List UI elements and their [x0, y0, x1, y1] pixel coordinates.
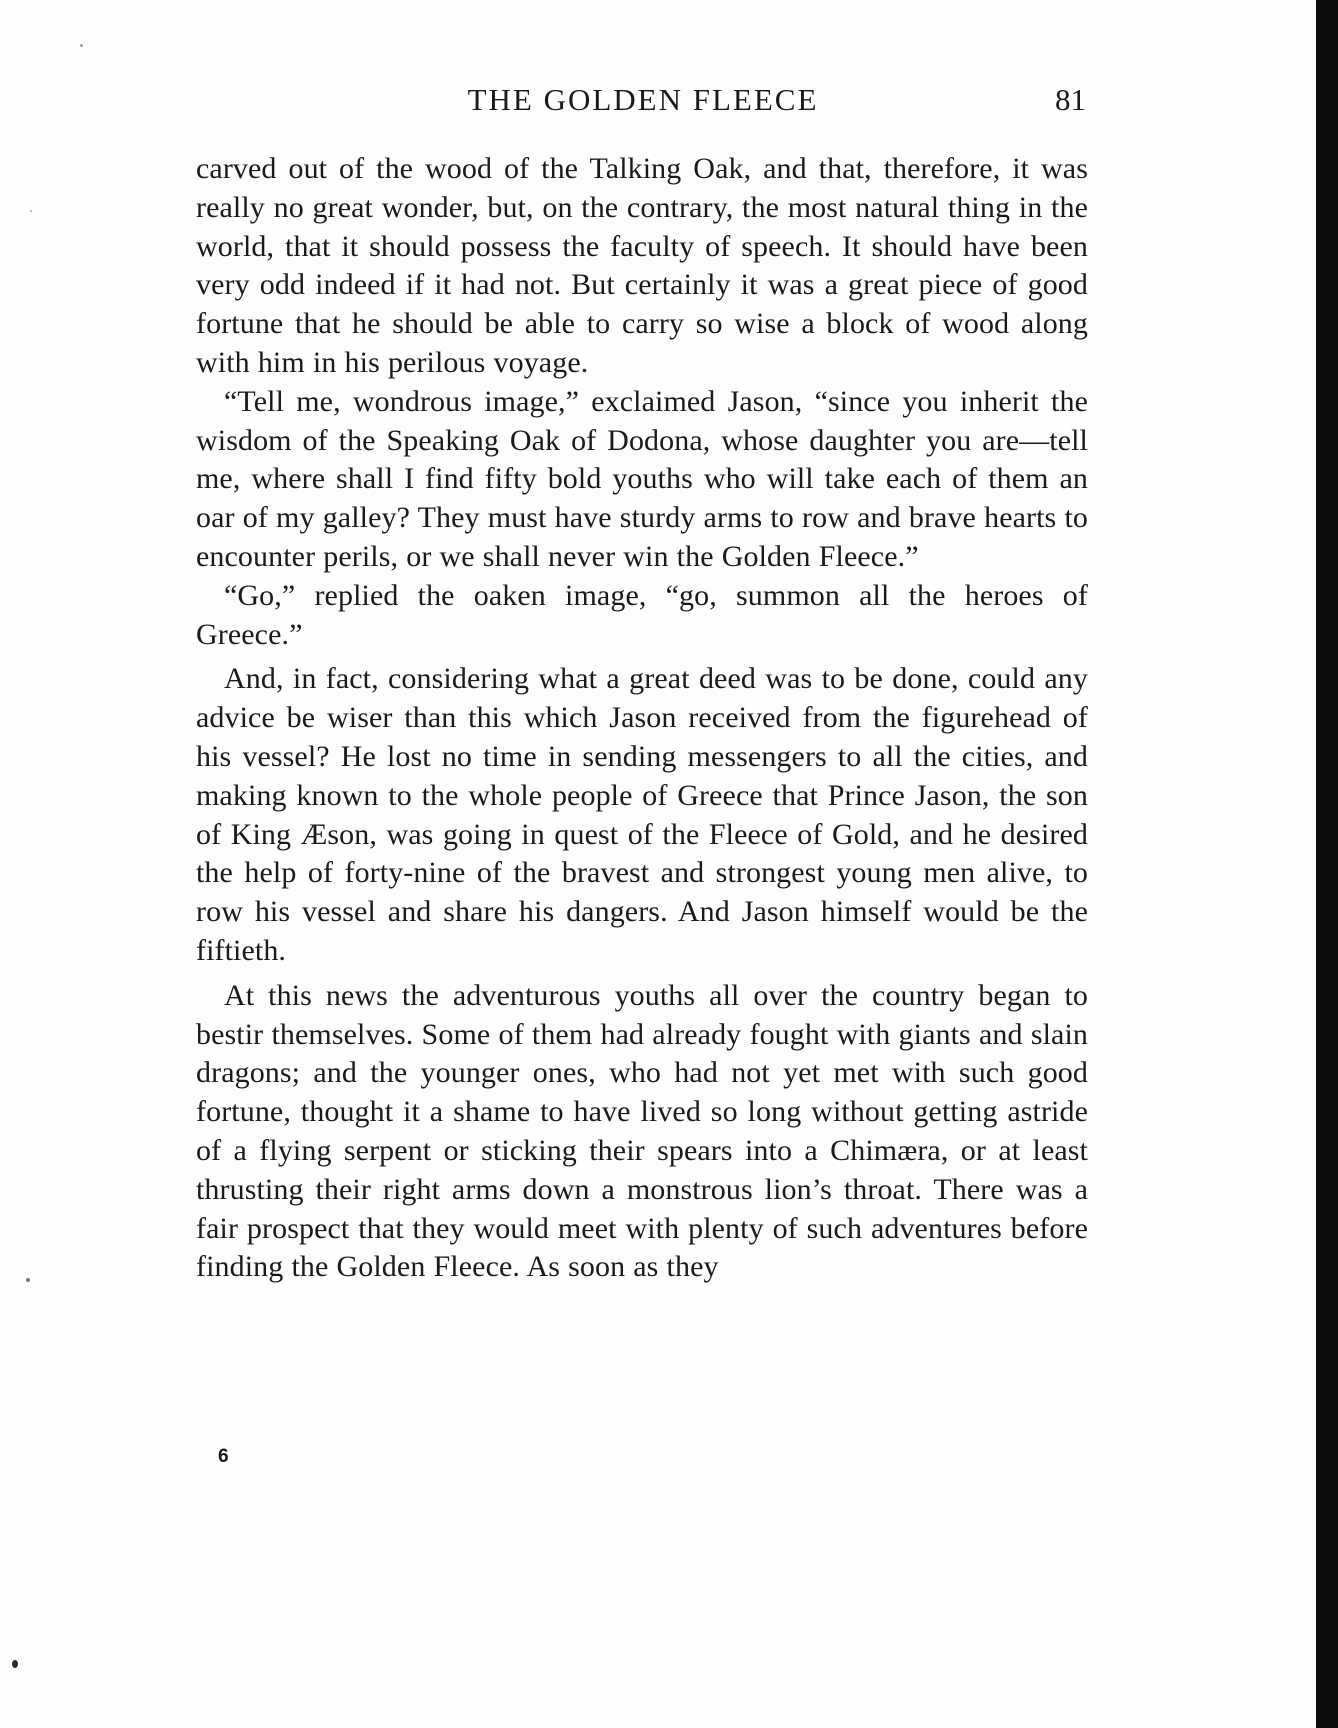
scan-speck [12, 1660, 18, 1668]
paragraph-1: carved out of the wood of the Talking Oak, and that, therefore, it was really no great wonder, but, on the contrary, the most natural thing in the world, that it should possess the faculty of speech. It should have been very odd indeed if it had not. But certainly it was a great piece of good fortune that he should be able to carry so wise a block of wood along with him in his perilous voyage. [196, 152, 1088, 379]
paragraph-2: “Tell me, wondrous image,” exclaimed Jason, “since you inherit the wisdom of the Speaking Oak of Dodona, whose daughter you are—tell me, where shall I find fifty bold youths who will take each of them an oar of my galley? They must have sturdy arms to row and brave hearts to encounter perils, or we shall never win the Golden Fleece.” [196, 384, 1088, 573]
paragraph-5: At this news the adventurous youths all over the country began to bestir themselves. Some of them had already fought with giants and slain dragons; and the younger ones, who had not yet met with such good fortune, thought it a shame to have lived so long without getting astride of a flying serpent or sticking their spears into a Chimæra, or at least thrusting their right arms down a monstrous lion’s throat. There was a fair prospect that they would meet with plenty of such adventures before finding the Golden Fleece. As soon as they [196, 978, 1088, 1284]
scan-edge-shadow [1316, 0, 1338, 1728]
page-number: 81 [1055, 82, 1086, 117]
scan-speck [80, 44, 83, 47]
body-text [196, 150, 1088, 1287]
running-head: THE GOLDEN FLEECE [467, 82, 819, 117]
scan-speck [26, 1278, 30, 1282]
scan-speck [30, 210, 32, 212]
paragraph-4: And, in fact, considering what a great deed was to be done, could any advice be wiser than this which Jason received from the figurehead of his vessel? He lost no time in sending messengers to all the cities, and making known to the whole people of Greece that Prince Jason, the son of King Æson, was going in quest of the Fleece of Gold, and he desired the help of forty-nine of the bravest and strongest young men alive, to row his vessel and share his dangers. And Jason himself would be the fiftieth. [196, 662, 1088, 967]
signature-mark: 6 [218, 1446, 229, 1467]
paragraph-3: “Go,” replied the oaken image, “go, summon all the heroes of Greece.” [196, 578, 1088, 651]
page-header [200, 78, 1086, 122]
